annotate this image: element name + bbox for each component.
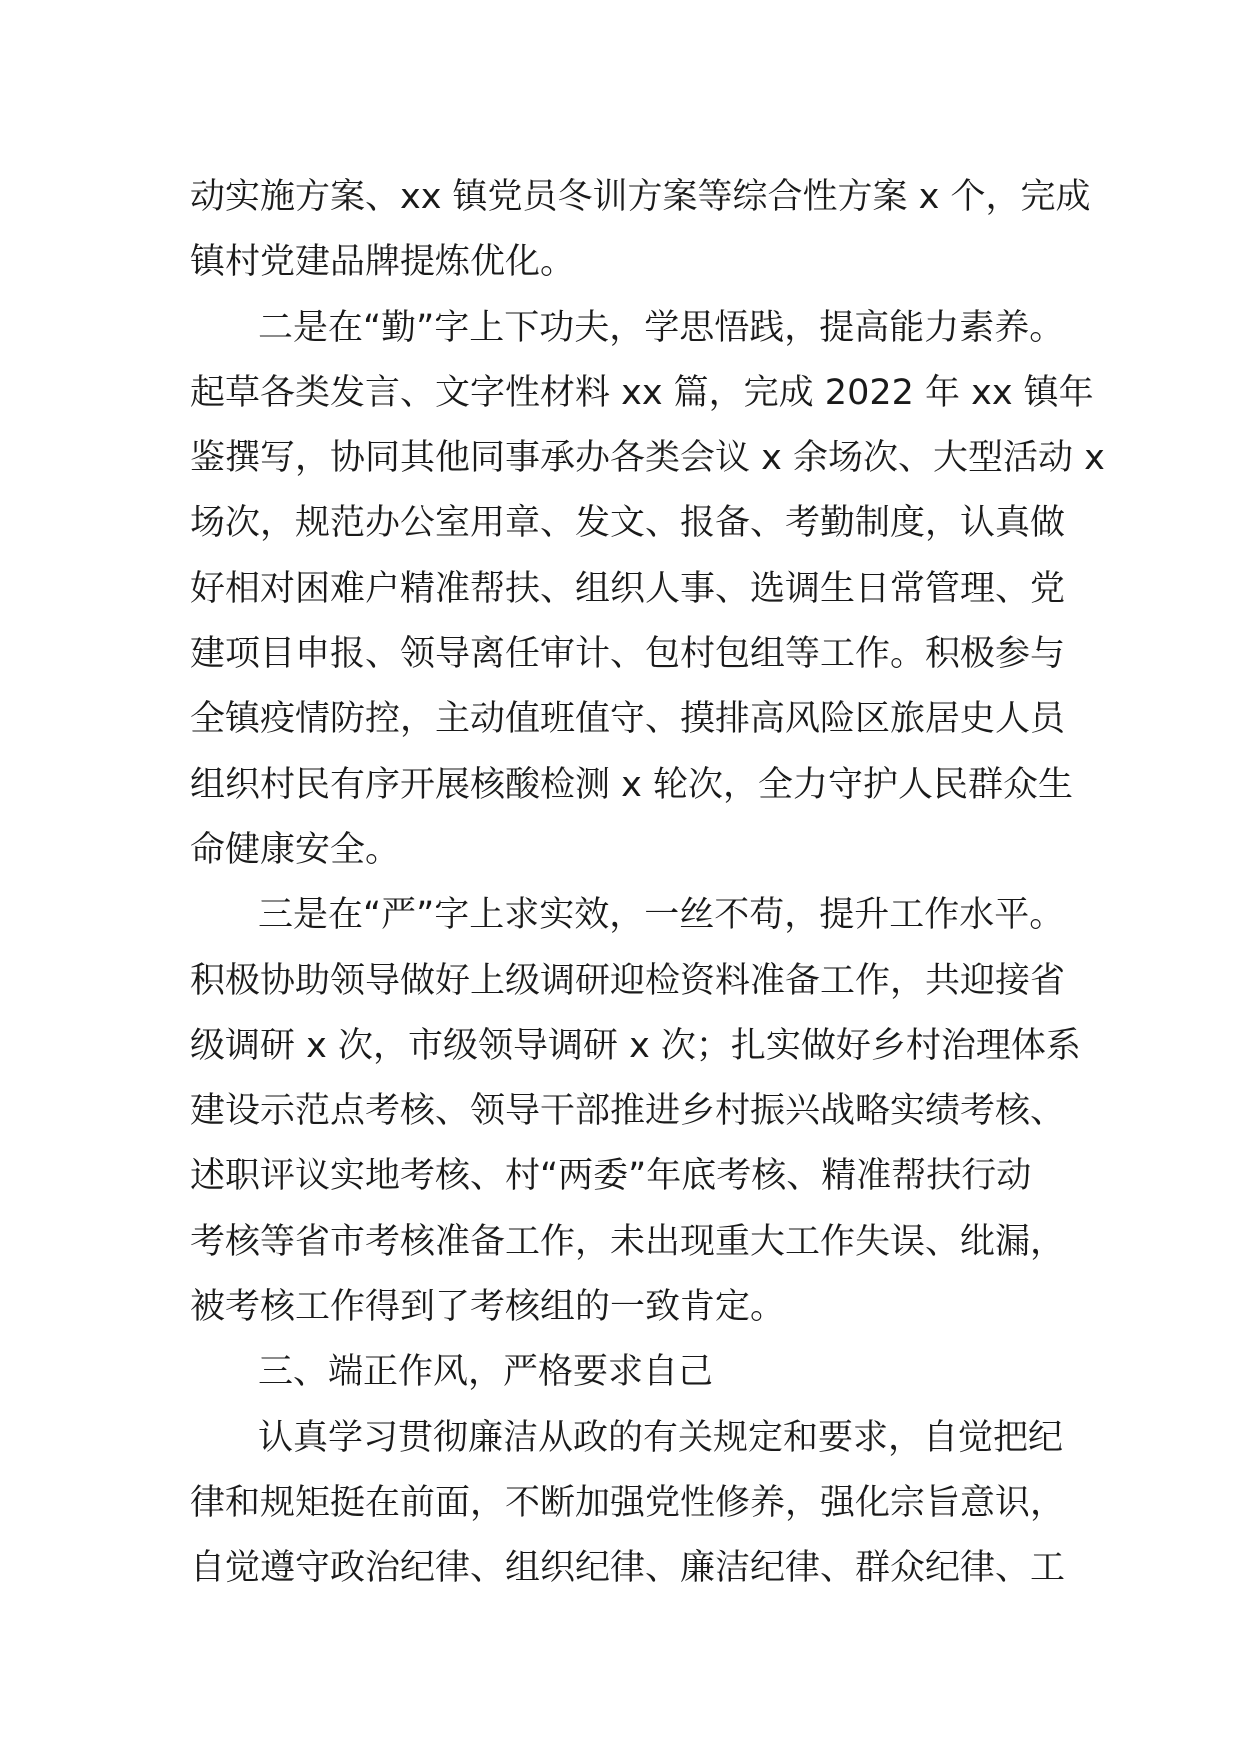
text-line: 起草各类发言、文字性材料 xx 篇，完成 2022 年 xx 镇年 <box>190 372 1094 413</box>
text-line: 镇村党建品牌提炼优化。 <box>190 242 576 283</box>
text-line: 动实施方案、xx 镇党员冬训方案等综合性方案 x 个，完成 <box>190 177 1091 217</box>
text-line: 全镇疫情防控，主动值班值守、摸排高风险区旅居史人员 <box>190 699 1066 740</box>
text-line: 考核等省市考核准备工作，未出现重大工作失误、纰漏， <box>190 1221 1066 1262</box>
text-line: 被考核工作得到了考核组的一致肯定。 <box>190 1287 786 1328</box>
text-line: 律和规矩挺在前面，不断加强党性修养，强化宗旨意识， <box>190 1482 1066 1523</box>
section-heading: 三、端正作风，严格要求自己 <box>258 1352 714 1393</box>
text-line: 场次，规范办公室用章、发文、报备、考勤制度，认真做 <box>190 503 1066 544</box>
text-line: 组织村民有序开展核酸检测 x 轮次，全力守护人民群众生 <box>190 764 1073 805</box>
paragraph-start-line: 认真学习贯彻廉洁从政的有关规定和要求，自觉把纪 <box>258 1417 1064 1458</box>
text-line: 自觉遵守政治纪律、组织纪律、廉洁纪律、群众纪律、工 <box>190 1548 1066 1589</box>
text-line: 建项目申报、领导离任审计、包村包组等工作。积极参与 <box>190 634 1066 675</box>
paragraph-start-line: 三是在“严”字上求实效，一丝不苟，提升工作水平。 <box>258 895 1065 936</box>
text-line: 好相对困难户精准帮扶、组织人事、选调生日常管理、党 <box>190 568 1066 609</box>
text-line: 鉴撰写，协同其他同事承办各类会议 x 余场次、大型活动 x <box>190 438 1105 479</box>
paragraph-start-line: 二是在“勤”字上下功夫，学思悟践，提高能力素养。 <box>258 307 1065 348</box>
text-line: 级调研 x 次，市级领导调研 x 次；扎实做好乡村治理体系 <box>190 1025 1081 1066</box>
text-line: 积极协助领导做好上级调研迎检资料准备工作，共迎接省 <box>190 960 1066 1001</box>
text-line: 建设示范点考核、领导干部推进乡村振兴战略实绩考核、 <box>190 1091 1066 1132</box>
text-line: 述职评议实地考核、村“两委”年底考核、精准帮扶行动 <box>190 1156 1032 1197</box>
document-body <box>190 165 1105 1602</box>
text-line: 命健康安全。 <box>190 829 401 870</box>
